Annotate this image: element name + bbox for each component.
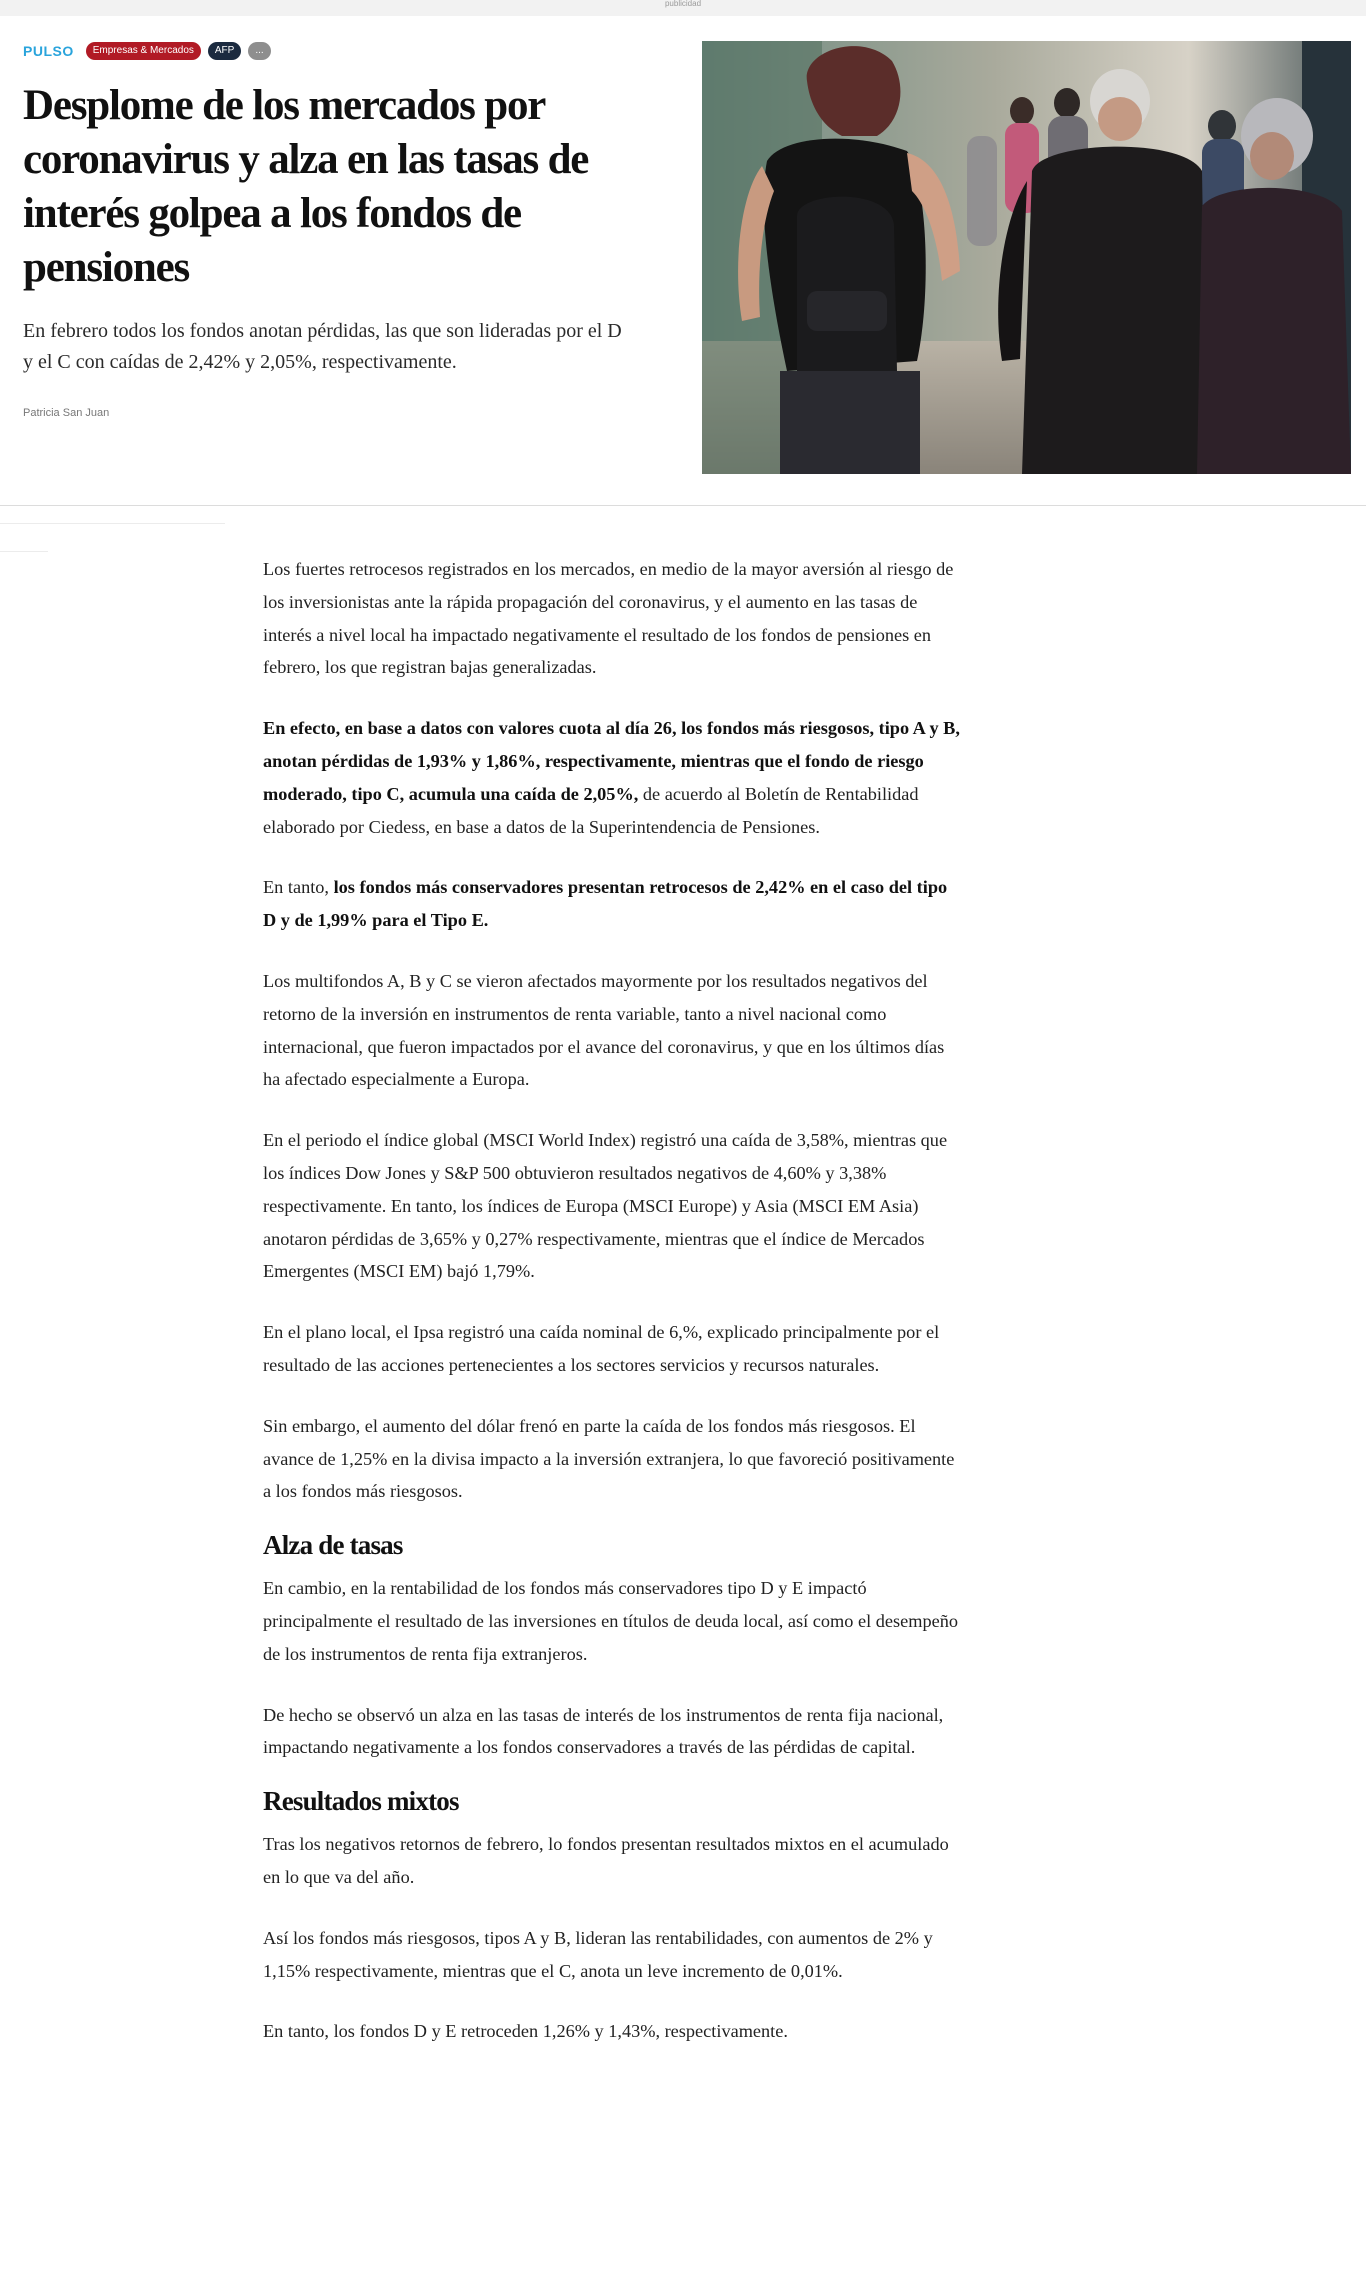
paragraph: Sin embargo, el aumento del dólar frenó en parte la caída de los fondos más riesgosos. El avance de 1,25% en la divisa impacto a la inversión extranjera, lo que favoreció positivamente a los fondos más riesgosos. — [263, 1415, 955, 1502]
article-title: Desplome de los mercados por coronavirus y alza en las tasas de interés golpea a los fondos de pensiones — [23, 82, 589, 291]
tag-more-button[interactable]: ... — [248, 42, 270, 60]
paragraph — [263, 871, 963, 937]
paragraph-text: de acuerdo al Boletín de Rentabilidad elaborado por Ciedess, en base a datos de la Superintendencia de Pensiones. — [263, 783, 919, 837]
paragraph: De hecho se observó un alza en las tasas de interés de los instrumentos de renta fija nacional, impactando negativamente a los fondos conservadores a través de las pérdidas de capital. — [263, 1704, 944, 1758]
paragraph: Los multifondos A, B y C se vieron afectados mayormente por los resultados negativos del retorno de la inversión en instrumentos de renta variable, tanto a nivel nacional como internacional, que fueron impactados por el avance del coronavirus, y que en los últimos días ha afectado especialmente a Europa. — [263, 970, 945, 1090]
header-divider — [0, 505, 1366, 506]
tag-empresas-mercados[interactable]: Empresas & Mercados — [86, 42, 201, 60]
paragraph: En tanto, los fondos D y E retroceden 1,26% y 1,43%, respectivamente. — [263, 2021, 788, 2042]
paragraph-text: En tanto, — [263, 877, 334, 898]
paragraph: En el periodo el índice global (MSCI World Index) registró una caída de 3,58%, mientras que los índices Dow Jones y S&P 500 obtuvieron resultados negativos de 4,60% y 3,38% respectivamente. En tanto, los índices de Europa (MSCI Europe) y Asia (MSCI EM Asia) anotaron pérdidas de 3,65% y 0,27% respectivamente, mientras que el índice de Mercados Emergentes (MSCI EM) bajó 1,79%. — [263, 1130, 948, 1282]
sidebar-divider-short — [0, 551, 48, 552]
paragraph: En el plano local, el Ipsa registró una caída nominal de 6,%, explicado principalmente por el resultado de las acciones pertenecientes a los sectores servicios y recursos naturales. — [263, 1322, 940, 1375]
hero-photo-illustration — [702, 41, 1351, 474]
article-body — [263, 553, 963, 2076]
section-heading: Alza de tasas — [263, 1530, 403, 1561]
paragraph — [263, 712, 963, 843]
hero-image — [702, 41, 1351, 474]
tag-afp[interactable]: AFP — [208, 42, 241, 60]
paragraph: Así los fondos más riesgosos, tipos A y B, lideran las rentabilidades, con aumentos de 2% y 1,15% respectivamente, mientras que el C, anota un leve incremento de 0,01%. — [263, 1927, 933, 1981]
paragraph: En cambio, en la rentabilidad de los fondos más conservadores tipo D y E impactó principalmente el resultado de las inversiones en títulos de deuda local, así como el desempeño de los instrumentos de renta fija extranjeros. — [263, 1578, 958, 1664]
bold-text: En efecto, en base a datos con valores cuota al día 26, los fondos más riesgosos, tipo A y B, anotan pérdidas de 1,93% y 1,86%, respectivamente, mientras que el fondo de riesgo moderado, tipo C, acumula una caída de 2,05%, — [263, 718, 960, 804]
article-subtitle: En febrero todos los fondos anotan pérdidas, las que son lideradas por el D y el C con caídas de 2,42% y 2,05%, respectivamente. — [23, 320, 622, 373]
paragraph: Los fuertes retrocesos registrados en los mercados, en medio de la mayor aversión al riesgo de los inversionistas ante la rápida propagación del coronavirus, y el aumento en las tasas de interés a nivel local ha impactado negativamente el resultado de los fondos de pensiones en febrero, los que registran bajas generalizadas. — [263, 559, 954, 678]
tag-row — [23, 41, 271, 61]
section-link-pulso[interactable]: PULSO — [23, 43, 74, 59]
section-heading: Resultados mixtos — [263, 1786, 459, 1817]
ad-banner — [0, 0, 1366, 16]
article-author[interactable]: Patricia San Juan — [23, 407, 110, 419]
ad-label: publicidad — [664, 0, 702, 8]
bold-text: los fondos más conservadores presentan retrocesos de 2,42% en el caso del tipo D y de 1,99% para el Tipo E. — [263, 877, 948, 931]
paragraph: Tras los negativos retornos de febrero, lo fondos presentan resultados mixtos en el acumulado en lo que va del año. — [263, 1834, 949, 1887]
sidebar-divider — [0, 523, 225, 524]
